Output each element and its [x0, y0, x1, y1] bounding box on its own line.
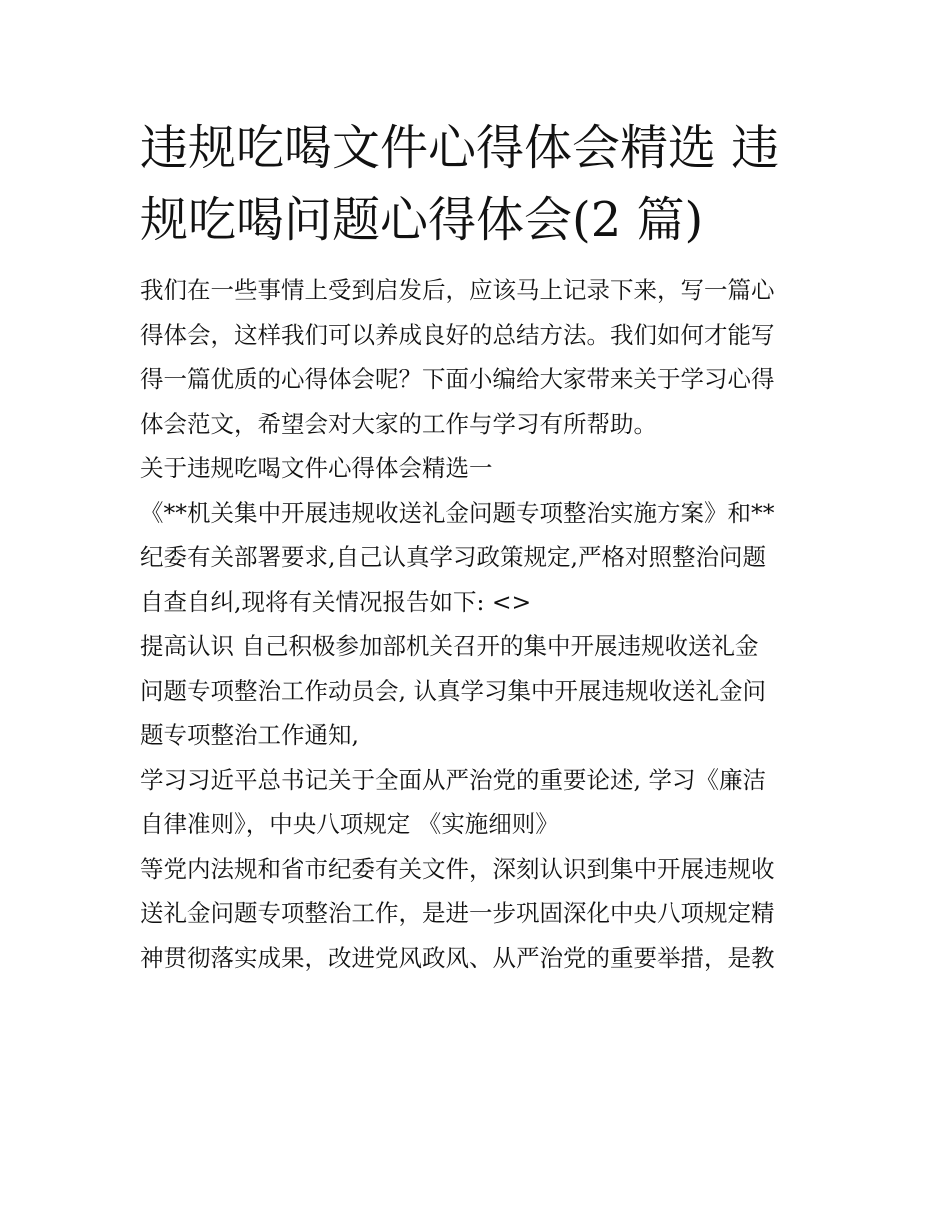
body-line: 得体会，这样我们可以养成良好的总结方法。我们如何才能写	[140, 320, 775, 349]
body-line: 自查自纠,现将有关情况报告如下: <>	[140, 587, 532, 616]
document-content	[140, 112, 820, 980]
body-line: 神贯彻落实成果，改进党风政风、从严治党的重要举措，是教	[140, 943, 775, 972]
body-line: 得一篇优质的心得体会呢？下面小编给大家带来关于学习心得	[140, 365, 775, 393]
body-line: 问题专项整治工作动员会, 认真学习集中开展违规收送礼金问	[140, 676, 766, 705]
document-title	[140, 112, 820, 256]
body-line: 提高认识 自己积极参加部机关召开的集中开展违规收送礼金	[140, 632, 759, 660]
body-line: 题专项整治工作通知,	[140, 721, 359, 749]
body-line: 自律准则》，中央八项规定 《实施细则》	[140, 810, 559, 838]
body-line: 学习习近平总书记关于全面从严治党的重要论述, 学习《廉洁	[140, 765, 766, 794]
body-line: 我们在一些事情上受到启发后，应该马上记录下来，写一篇心	[140, 276, 775, 304]
section-heading: 关于违规吃喝文件心得体会精选一	[140, 454, 493, 482]
body-line: 等党内法规和省市纪委有关文件，深刻认识到集中开展违规收	[140, 854, 775, 883]
title-line: 违规吃喝文件心得体会精选 违	[140, 120, 780, 176]
body-line: 送礼金问题专项整治工作，是进一步巩固深化中央八项规定精	[140, 899, 775, 927]
body-line: 体会范文，希望会对大家的工作与学习有所帮助。	[140, 409, 657, 438]
body-line: 《**机关集中开展违规收送礼金问题专项整治实施方案》和**	[140, 498, 775, 527]
document-body	[140, 268, 820, 980]
body-line: 纪委有关部署要求,自己认真学习政策规定,严格对照整治问题	[140, 543, 766, 571]
title-line: 规吃喝问题心得体会(2 篇)	[140, 192, 704, 248]
